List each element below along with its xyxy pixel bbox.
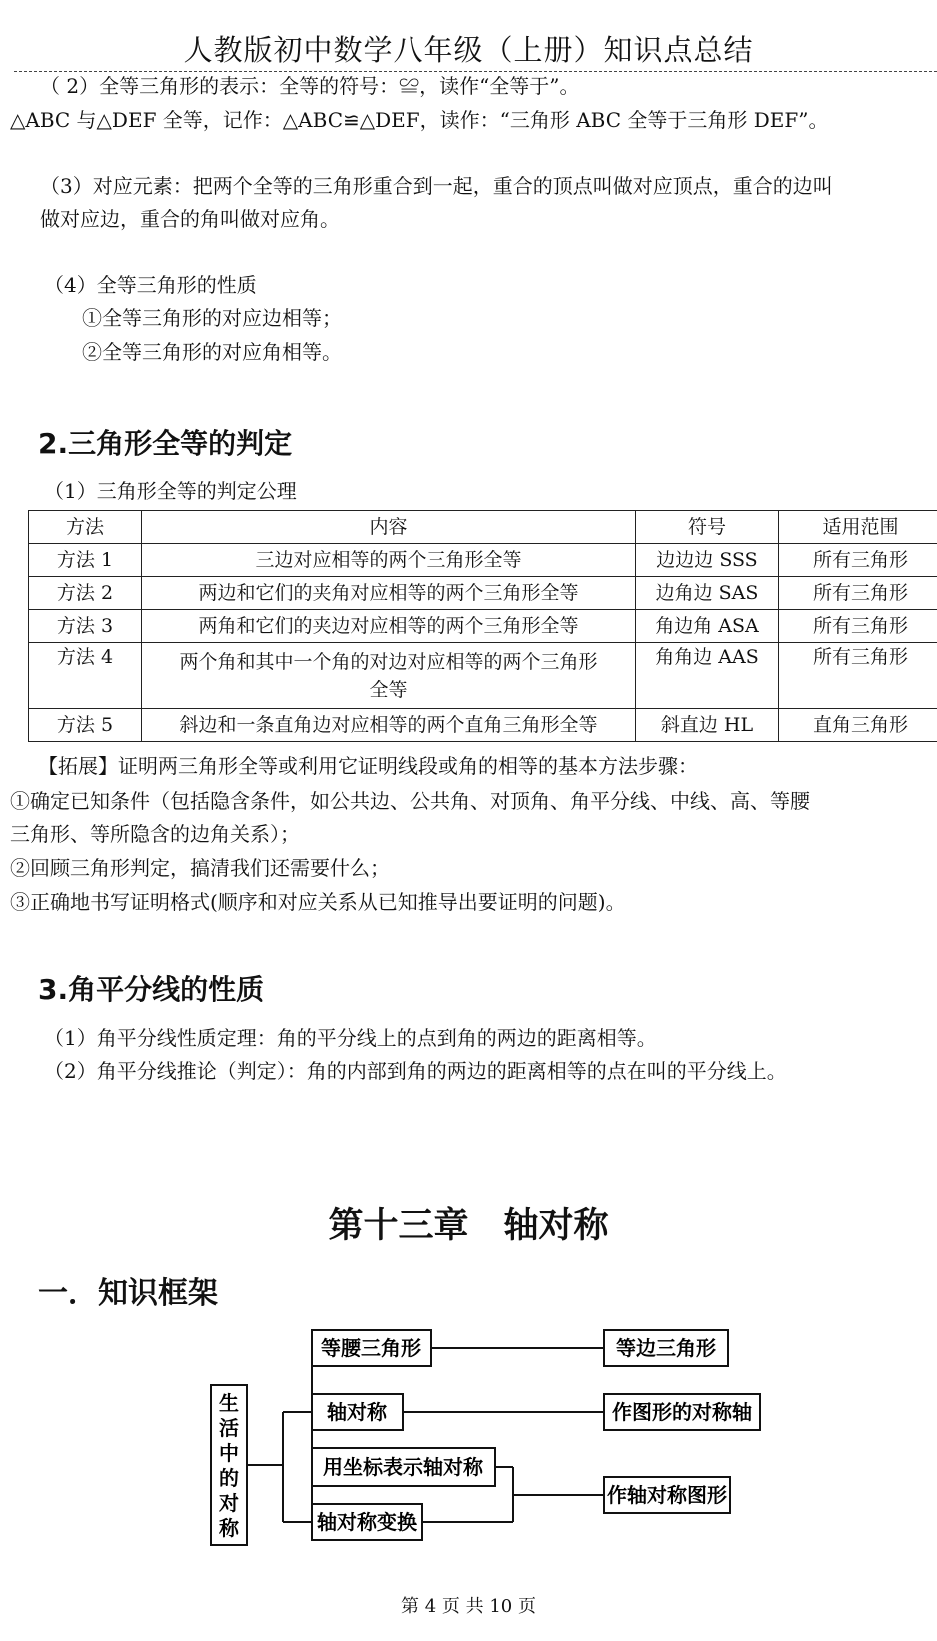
table-row	[29, 643, 937, 709]
node-symmetry-transform-label: 轴对称变换	[317, 1510, 417, 1534]
section-2-heading: 2.三角形全等的判定	[38, 427, 293, 460]
table-cell-method: 方法 3	[29, 610, 142, 643]
root-char: 中	[219, 1441, 239, 1465]
table-cell-content-line-2: 全等	[369, 678, 408, 701]
node-draw-axis-label: 作图形的对称轴	[612, 1400, 752, 1424]
para-3-line-1: （3）对应元素：把两个全等的三角形重合到一起，重合的顶点叫做对应顶点，重合的边叫	[40, 174, 833, 198]
table-cell-content: 两边和它们的夹角对应相等的两个三角形全等	[142, 577, 636, 610]
node-axial-symmetry-label: 轴对称	[327, 1400, 387, 1424]
table-header-scope: 适用范围	[779, 511, 937, 544]
table-row	[29, 544, 937, 577]
page-footer: 第 4 页 共 10 页	[401, 1596, 536, 1617]
table-header-method: 方法	[29, 511, 142, 544]
table-cell-symbol: 角边角 ASA	[636, 610, 779, 643]
table-cell-method: 方法 5	[29, 709, 142, 742]
para-3-line-2: 做对应边，重合的角叫做对应角。	[40, 207, 340, 231]
section-2-subheading: （1）三角形全等的判定公理	[44, 479, 297, 503]
table-cell-scope: 直角三角形	[779, 709, 937, 742]
congruence-rules-table	[28, 510, 937, 742]
table-cell-method: 方法 4	[29, 643, 142, 709]
root-label	[218, 1391, 240, 1540]
para-4-item-2: ②全等三角形的对应角相等。	[82, 340, 342, 364]
table-cell-content	[142, 643, 636, 709]
extension-step-1-line-1: ①确定已知条件（包括隐含条件，如公共边、公共角、对顶角、角平分线、中线、高、等腰	[10, 789, 810, 813]
table-header-content: 内容	[142, 511, 636, 544]
table-row	[29, 577, 937, 610]
table-cell-scope: 所有三角形	[779, 544, 937, 577]
table-cell-scope: 所有三角形	[779, 610, 937, 643]
chapter-title: 第十三章 轴对称	[328, 1206, 609, 1246]
table-cell-method: 方法 1	[29, 544, 142, 577]
root-char: 对	[219, 1491, 239, 1515]
chapter-subheading: 一．知识框架	[38, 1276, 218, 1311]
para-4-item-1: ①全等三角形的对应边相等；	[82, 306, 342, 330]
table-header-symbol: 符号	[636, 511, 779, 544]
table-header-row	[29, 511, 937, 544]
para-4-title: （4）全等三角形的性质	[44, 273, 257, 297]
extension-step-1-line-2: 三角形、等所隐含的边角关系）；	[10, 822, 300, 846]
table-cell-scope: 所有三角形	[779, 643, 937, 709]
section-3-para-1: （1）角平分线性质定理：角的平分线上的点到角的两边的距离相等。	[44, 1026, 657, 1050]
root-char: 的	[219, 1466, 239, 1490]
node-equilateral-label: 等边三角形	[616, 1336, 716, 1360]
page-header-title: 人教版初中数学八年级（上册）知识点总结	[183, 33, 754, 67]
section-3-para-2: （2）角平分线推论（判定）：角的内部到角的两边的距离相等的点在叫的平分线上。	[44, 1059, 787, 1083]
node-coordinate-symmetry-label: 用坐标表示轴对称	[323, 1455, 483, 1479]
root-char: 称	[219, 1516, 239, 1540]
diagram-connectors	[247, 1348, 604, 1522]
table-cell-content: 三边对应相等的两个三角形全等	[142, 544, 636, 577]
para-2-line-2: △ABC 与△DEF 全等，记作：△ABC≌△DEF，读作：“三角形 ABC 全等于三角形 DEF”。	[10, 108, 829, 132]
extension-title: 【拓展】证明两三角形全等或利用它证明线段或角的相等的基本方法步骤：	[38, 754, 698, 778]
table-cell-symbol: 斜直边 HL	[636, 709, 779, 742]
table-cell-symbol: 边边边 SSS	[636, 544, 779, 577]
table-cell-symbol: 边角边 SAS	[636, 577, 779, 610]
table-cell-content: 两角和它们的夹边对应相等的两个三角形全等	[142, 610, 636, 643]
section-3-heading: 3.角平分线的性质	[38, 973, 265, 1006]
table-cell-method: 方法 2	[29, 577, 142, 610]
knowledge-framework-diagram	[0, 1320, 937, 1570]
para-2-line-1: （ 2）全等三角形的表示：全等的符号：≌，读作“全等于”。	[40, 74, 580, 98]
table-cell-scope: 所有三角形	[779, 577, 937, 610]
root-char: 活	[219, 1416, 239, 1440]
table-row	[29, 709, 937, 742]
node-draw-symmetric-figure-label: 作轴对称图形	[607, 1483, 727, 1507]
table-cell-content: 斜边和一条直角边对应相等的两个直角三角形全等	[142, 709, 636, 742]
extension-step-3: ③正确地书写证明格式(顺序和对应关系从已知推导出要证明的问题)。	[10, 890, 626, 914]
extension-step-2: ②回顾三角形判定，搞清我们还需要什么；	[10, 856, 390, 880]
node-isosceles-label: 等腰三角形	[321, 1336, 421, 1360]
root-char: 生	[219, 1391, 239, 1415]
table-cell-content-line-1: 两个角和其中一个角的对边对应相等的两个三角形	[179, 650, 598, 673]
table-cell-symbol: 角角边 AAS	[636, 643, 779, 709]
table-row	[29, 610, 937, 643]
